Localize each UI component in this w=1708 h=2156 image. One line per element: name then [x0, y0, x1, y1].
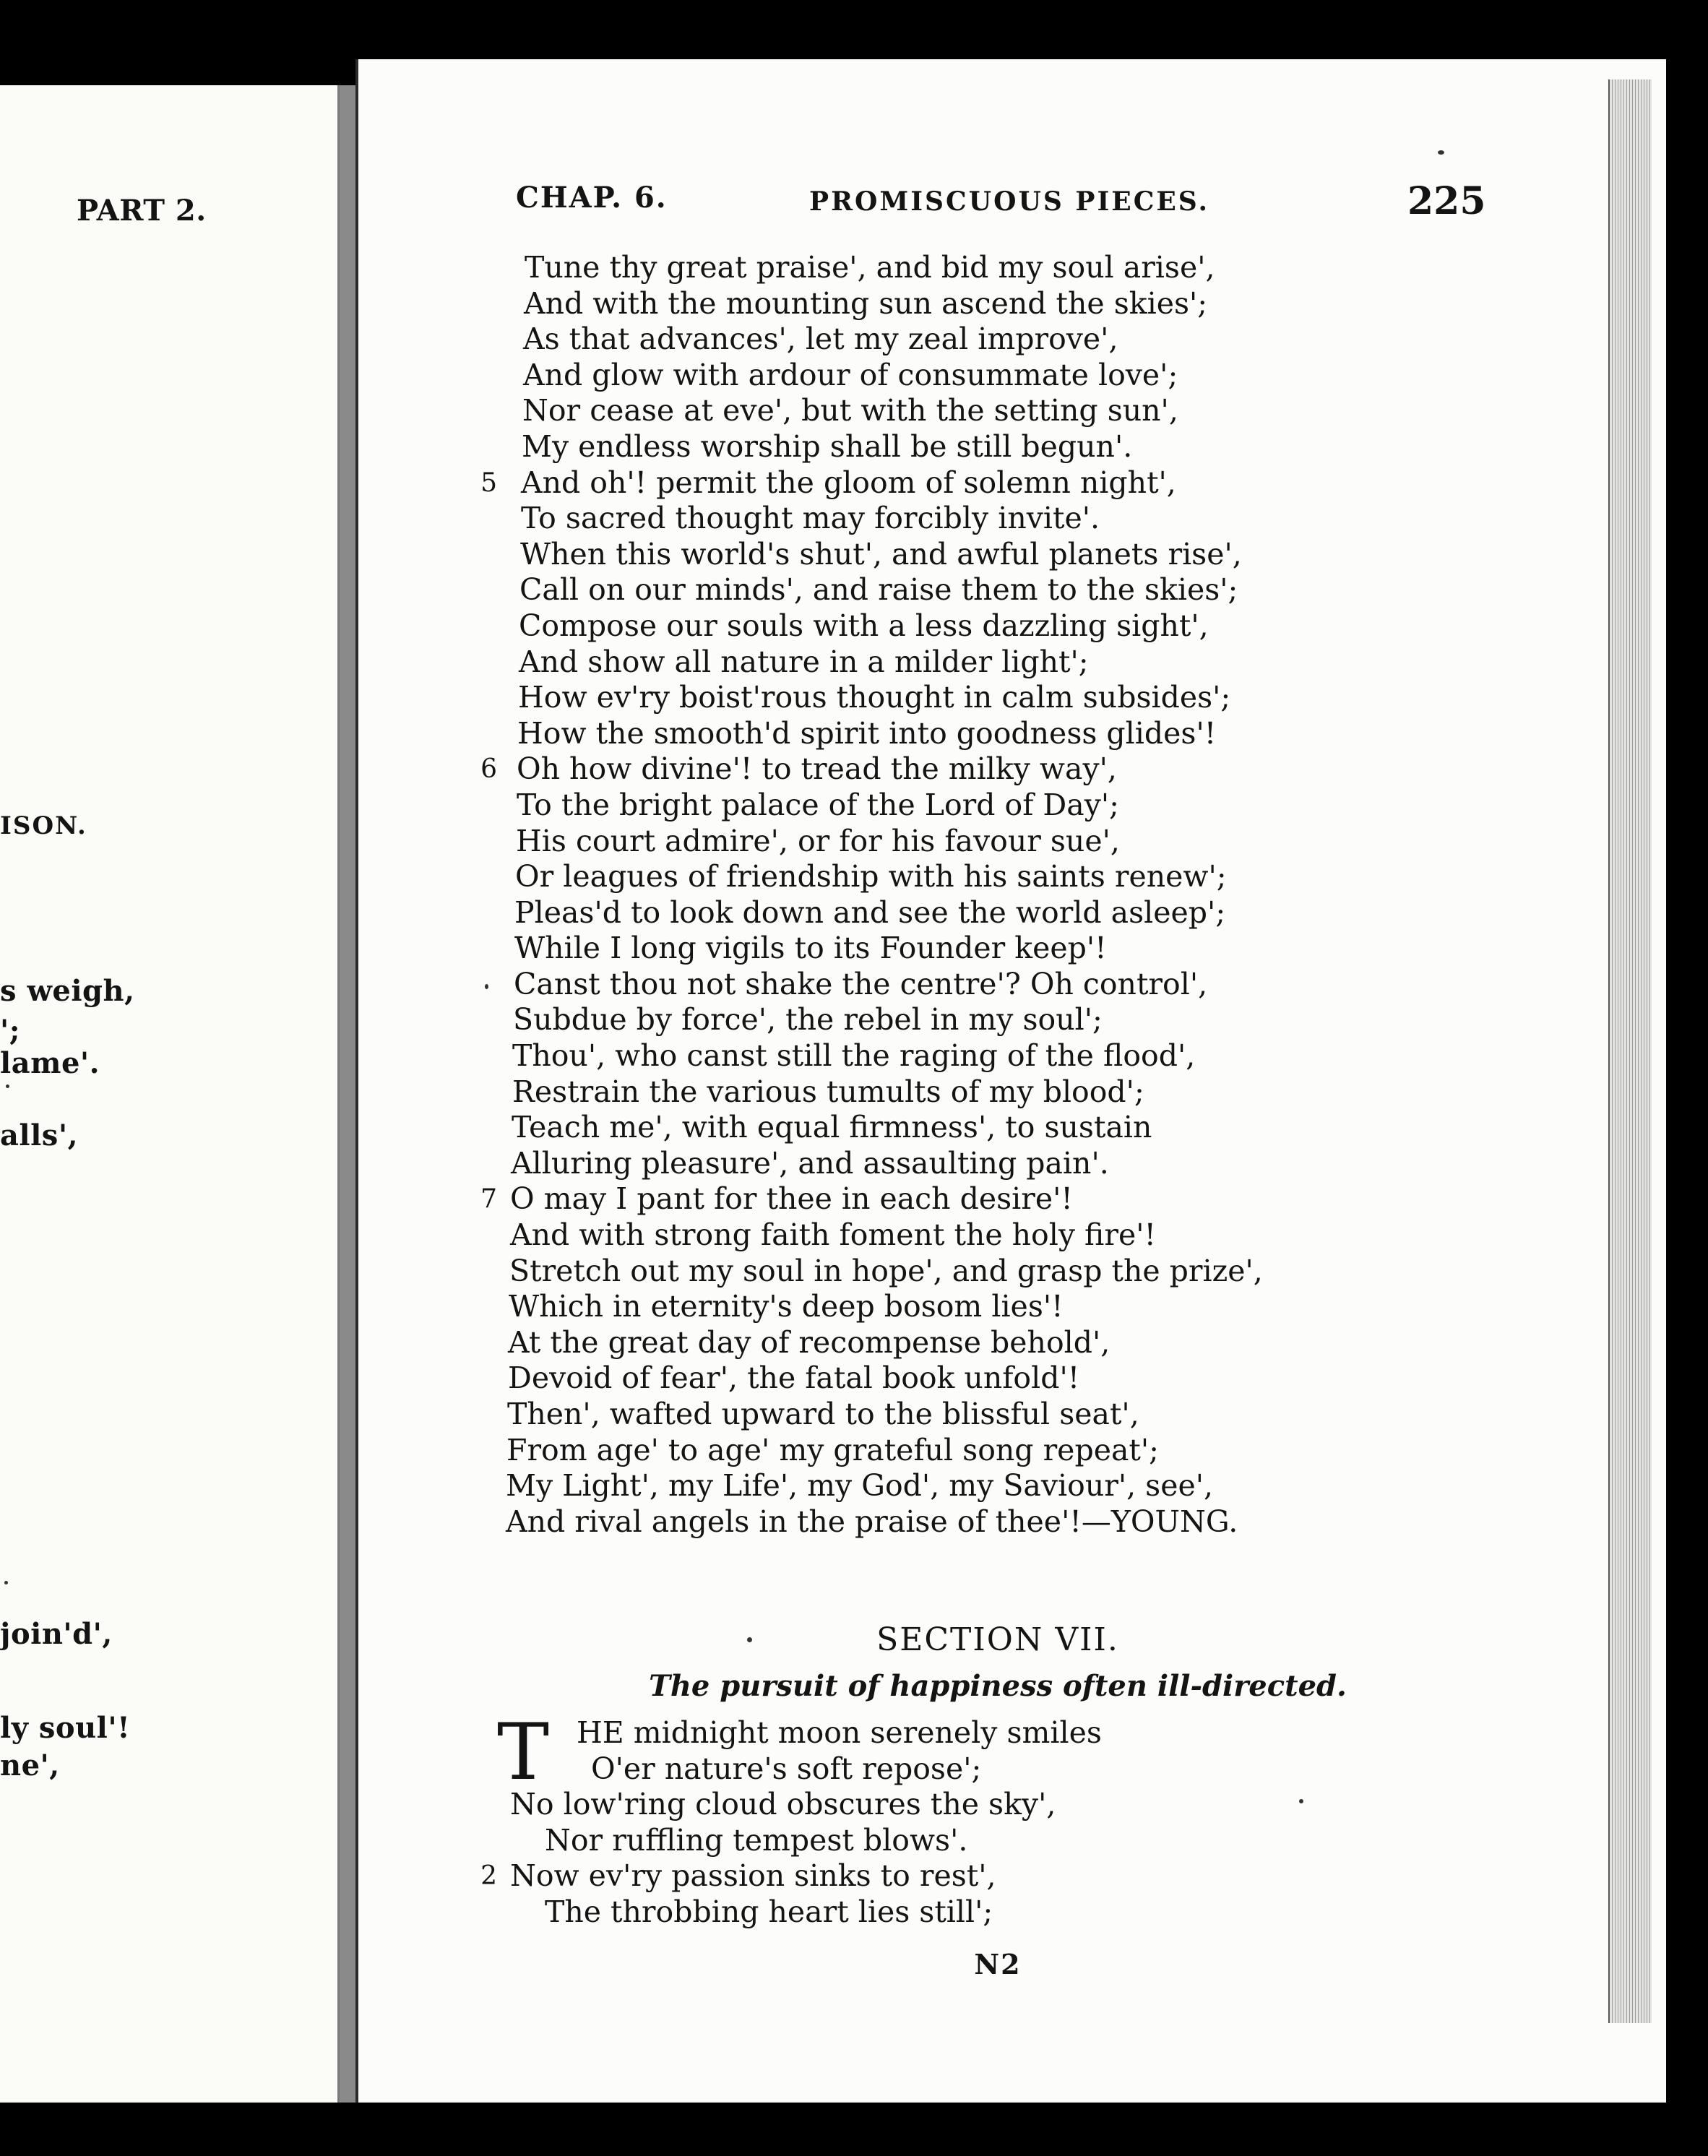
- poem-line-text: Nor cease at eve', but with the setting sun',: [522, 393, 1178, 428]
- poem-line: [510, 1254, 1485, 1290]
- page-fore-edge: [1608, 79, 1652, 2023]
- poem-line: [510, 1146, 1485, 1182]
- left-fragment: join'd',: [0, 1617, 113, 1651]
- ink-speck: [747, 1637, 752, 1642]
- poem-line-text: My endless worship shall be still begun'.: [522, 428, 1133, 464]
- poem-line: [510, 1361, 1485, 1397]
- left-facing-page: [0, 85, 340, 2103]
- poem-line-text: Teach me', with equal firmness', to sustain: [512, 1110, 1152, 1145]
- poem-block: [480, 250, 1485, 1540]
- left-fragment: ';: [0, 1014, 21, 1048]
- poem-line-text: And oh'! permit the gloom of solemn night',: [521, 465, 1176, 500]
- poem-line-text: And with strong faith foment the holy fire'!: [510, 1217, 1156, 1253]
- section-subtitle: The pursuit of happiness often ill-directed.: [649, 1669, 1347, 1703]
- drop-cap: T: [497, 1707, 550, 1798]
- poem-line: [510, 322, 1485, 358]
- poem-line-text: Nor ruffling tempest blows'.: [545, 1822, 968, 1858]
- ink-speck: [1438, 150, 1444, 155]
- poem-line-text: At the great day of recompense behold',: [508, 1324, 1110, 1360]
- poem-line-text: The throbbing heart lies still';: [545, 1894, 993, 1929]
- poem-line: [510, 358, 1485, 394]
- poem-line-text: Restrain the various tumults of my blood';: [512, 1074, 1144, 1109]
- poem-line-text: From age' to age' my grateful song repeat';: [506, 1432, 1159, 1467]
- poem-line: [510, 1894, 1485, 1931]
- stanza-number: 7: [480, 1184, 497, 1215]
- poem-line: [480, 751, 1485, 788]
- poem-line: [506, 1504, 1485, 1540]
- ink-speck: [1299, 1799, 1303, 1803]
- poem-line: [510, 1751, 1485, 1788]
- poem-line-text: When this world's shut', and awful planets rise',: [520, 536, 1242, 572]
- poem-line-text: As that advances', let my zeal improve',: [523, 322, 1118, 357]
- left-fragment: ly soul'!: [0, 1711, 131, 1745]
- poem-line: [510, 931, 1485, 967]
- poem-line-text: Subdue by force', the rebel in my soul';: [513, 1002, 1103, 1038]
- second-poem-block: [480, 1715, 1485, 1931]
- poem-line: [506, 1432, 1485, 1469]
- page-gutter: [340, 85, 355, 2103]
- poem-line-text: And show all nature in a milder light';: [519, 644, 1089, 679]
- poem-line-text: To sacred thought may forcibly invite'.: [521, 501, 1100, 536]
- poem-line: [510, 1787, 1485, 1823]
- section-heading: SECTION VII.: [876, 1621, 1119, 1658]
- poem-line-text: No low'ring cloud obscures the sky',: [510, 1787, 1056, 1822]
- poem-line: [480, 1181, 1485, 1217]
- poem-line: [510, 716, 1485, 752]
- poem-line-text: Stretch out my soul in hope', and grasp the prize',: [509, 1253, 1263, 1288]
- poem-line: [510, 1038, 1485, 1074]
- poem-line: [510, 1110, 1485, 1146]
- poem-line: [510, 1074, 1485, 1111]
- poem-line-text: Then', wafted upward to the blissful seat',: [507, 1397, 1139, 1431]
- ink-speck: [6, 1085, 9, 1088]
- right-page: [355, 59, 1660, 2103]
- poem-line-text: O'er nature's soft repose';: [591, 1751, 982, 1786]
- poem-line: [510, 895, 1485, 931]
- poem-line-text: And glow with ardour of consummate love';: [523, 357, 1178, 392]
- poem-line: [510, 644, 1485, 681]
- poem-line-text: HE midnight moon serenely smiles: [577, 1715, 1102, 1750]
- left-fragment: lame'.: [0, 1046, 100, 1080]
- poem-line-text: My Light', my Life', my God', my Saviour', see',: [506, 1468, 1214, 1504]
- poem-line: [510, 286, 1485, 322]
- poem-line: [510, 572, 1485, 608]
- poem-line: [506, 1468, 1485, 1504]
- poem-line: [507, 1397, 1485, 1433]
- poem-line-text: Call on our minds', and raise them to the skies';: [519, 572, 1238, 608]
- ink-speck: [4, 1581, 8, 1584]
- poem-line: [510, 1289, 1485, 1325]
- left-fragment: ne',: [0, 1748, 60, 1782]
- poem-line: [510, 859, 1485, 895]
- running-title: PROMISCUOUS PIECES.: [809, 186, 1210, 217]
- poem-line-text: Thou', who canst still the raging of the flood',: [512, 1038, 1196, 1074]
- left-fragment: s weigh,: [0, 974, 135, 1008]
- poem-line-text: Canst thou not shake the centre'? Oh control',: [514, 966, 1208, 1001]
- poem-line: [510, 788, 1485, 824]
- poem-line: [510, 680, 1485, 716]
- poem-line-text: O may I pant for thee in each desire'!: [510, 1181, 1073, 1217]
- poem-line-text: Or leagues of friendship with his saints renew';: [515, 859, 1227, 894]
- poem-line: [510, 537, 1485, 573]
- poem-line: [510, 1325, 1485, 1361]
- poem-line: [510, 1823, 1485, 1859]
- ink-speck: [485, 984, 488, 989]
- poem-line: [510, 501, 1485, 537]
- left-fragment: alls',: [0, 1118, 78, 1152]
- left-fragment: ISON.: [0, 811, 87, 840]
- poem-line: [510, 824, 1485, 860]
- chapter-label: CHAP. 6.: [516, 181, 668, 215]
- poem-line-text: Devoid of fear', the fatal book unfold'!: [508, 1361, 1080, 1396]
- poem-line: [510, 1715, 1485, 1751]
- poem-line-text: And with the mounting sun ascend the skies';: [524, 285, 1208, 321]
- poem-line-text: Oh how divine'! to tread the milky way',: [517, 751, 1117, 787]
- poem-line-text: While I long vigils to its Founder keep'!: [514, 931, 1107, 966]
- poem-line: [510, 1217, 1485, 1254]
- poem-line: [510, 608, 1485, 644]
- poem-line: [510, 250, 1485, 286]
- poem-line: [480, 1858, 1485, 1894]
- poem-line: [510, 967, 1485, 1003]
- page-number: 225: [1407, 179, 1486, 223]
- poem-line-text: His court admire', or for his favour sue',: [516, 823, 1120, 858]
- poem-line: [510, 1002, 1485, 1038]
- left-running-head: PART 2.: [77, 194, 207, 228]
- poem-line-text: To the bright palace of the Lord of Day';: [517, 787, 1119, 822]
- poem-line-text: Pleas'd to look down and see the world asleep';: [514, 894, 1226, 930]
- poem-line: [480, 465, 1485, 501]
- stanza-number: 5: [480, 467, 497, 498]
- poem-line-text: Compose our souls with a less dazzling sight',: [519, 608, 1209, 643]
- poem-line-text: How the smooth'd spirit into goodness glides'!: [517, 715, 1217, 751]
- poem-line-text: Now ev'ry passion sinks to rest',: [510, 1858, 996, 1894]
- poem-line-text: How ev'ry boist'rous thought in calm subsides';: [518, 680, 1231, 715]
- text-column: [480, 250, 1485, 1980]
- stanza-number: 6: [480, 754, 497, 785]
- stanza-number: 2: [480, 1861, 497, 1892]
- poem-line: [510, 393, 1485, 429]
- printer-signature: N2: [974, 1948, 1022, 1980]
- poem-line-text: Alluring pleasure', and assaulting pain'.: [511, 1145, 1109, 1181]
- poem-line-text: And rival angels in the praise of thee'!—YOUNG.: [506, 1504, 1238, 1539]
- poem-line-text: Which in eternity's deep bosom lies'!: [509, 1289, 1064, 1324]
- page-edge-margin: [1652, 59, 1666, 2103]
- poem-line: [510, 429, 1485, 465]
- poem-line-text: Tune thy great praise', and bid my soul arise',: [525, 250, 1215, 285]
